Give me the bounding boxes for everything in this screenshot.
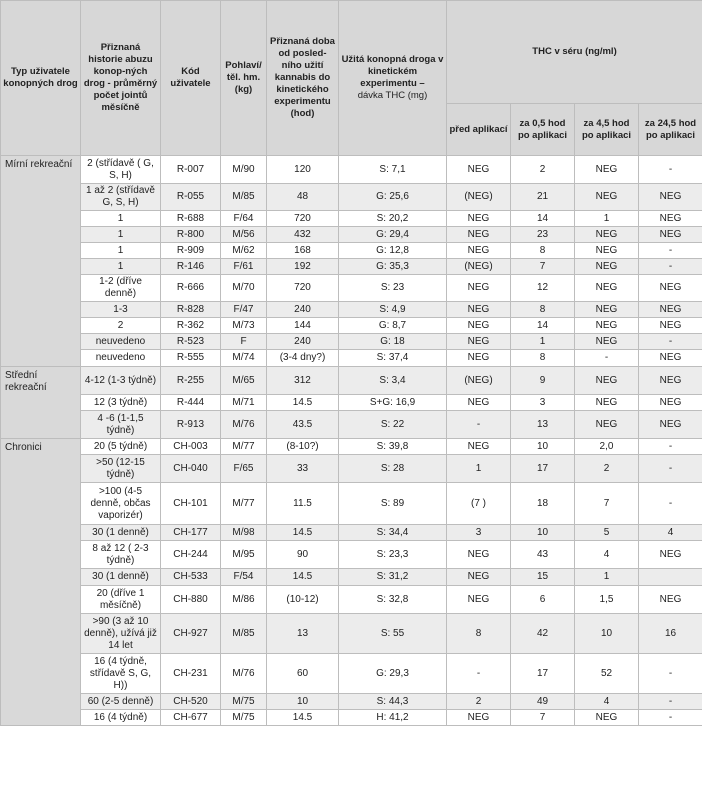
thc-before-cell: NEG <box>447 710 511 726</box>
thc-before-cell: 1 <box>447 455 511 483</box>
last-use-cell: 240 <box>267 334 339 350</box>
thc-05-cell: 3 <box>511 395 575 411</box>
thc-45-cell: NEG <box>575 302 639 318</box>
thc-before-cell: (NEG) <box>447 184 511 211</box>
dose-cell: G: 29,4 <box>339 227 447 243</box>
last-use-cell: 14.5 <box>267 395 339 411</box>
thc-before-cell: NEG <box>447 318 511 334</box>
history-cell: 4-12 (1-3 týdně) <box>81 367 161 395</box>
thc-245-cell: NEG <box>639 275 702 302</box>
last-use-cell: 312 <box>267 367 339 395</box>
dose-cell: G: 18 <box>339 334 447 350</box>
code-cell: R-255 <box>161 367 221 395</box>
thc-45-cell: 2,0 <box>575 439 639 455</box>
table-row <box>1 275 702 302</box>
table-row <box>1 184 702 211</box>
last-use-cell: 90 <box>267 541 339 569</box>
header-code: Kód uživatele <box>161 1 221 156</box>
last-use-cell: 720 <box>267 211 339 227</box>
thc-before-cell: NEG <box>447 211 511 227</box>
table-row <box>1 541 702 569</box>
code-cell: CH-677 <box>161 710 221 726</box>
thc-before-cell: NEG <box>447 156 511 184</box>
thc-before-cell: 8 <box>447 614 511 654</box>
last-use-cell: 432 <box>267 227 339 243</box>
history-cell: 1 <box>81 211 161 227</box>
history-cell: 2 <box>81 318 161 334</box>
thc-245-cell: - <box>639 259 702 275</box>
thc-245-cell: NEG <box>639 227 702 243</box>
thc-05-cell: 10 <box>511 525 575 541</box>
dose-cell: S: 37,4 <box>339 350 447 367</box>
code-cell: R-913 <box>161 411 221 439</box>
thc-before-cell: NEG <box>447 541 511 569</box>
code-cell: R-688 <box>161 211 221 227</box>
thc-45-cell: 52 <box>575 654 639 694</box>
thc-45-cell: NEG <box>575 243 639 259</box>
dose-cell: G: 35,3 <box>339 259 447 275</box>
thc-245-cell: NEG <box>639 586 702 614</box>
dose-cell: S: 89 <box>339 483 447 525</box>
table-row <box>1 614 702 654</box>
sex-weight-cell: M/65 <box>221 367 267 395</box>
table-body <box>1 156 702 726</box>
dose-cell: S: 20,2 <box>339 211 447 227</box>
code-cell: CH-177 <box>161 525 221 541</box>
thc-45-cell: NEG <box>575 184 639 211</box>
code-cell: CH-101 <box>161 483 221 525</box>
thc-05-cell: 12 <box>511 275 575 302</box>
history-cell: 12 (3 týdně) <box>81 395 161 411</box>
thc-245-cell: NEG <box>639 367 702 395</box>
history-cell: 1 <box>81 243 161 259</box>
dose-cell: G: 8,7 <box>339 318 447 334</box>
code-cell: CH-231 <box>161 654 221 694</box>
sex-weight-cell: M/75 <box>221 694 267 710</box>
header-last-use: Přiznaná doba od posled-ního užití kannabis do kinetického experimentu (hod) <box>267 1 339 156</box>
history-cell: >100 (4-5 denně, občas vaporizér) <box>81 483 161 525</box>
sex-weight-cell: M/85 <box>221 184 267 211</box>
code-cell: R-523 <box>161 334 221 350</box>
thc-45-cell: 10 <box>575 614 639 654</box>
last-use-cell: 60 <box>267 654 339 694</box>
code-cell: CH-040 <box>161 455 221 483</box>
code-cell: R-444 <box>161 395 221 411</box>
dose-cell: S: 23 <box>339 275 447 302</box>
dose-cell: G: 25,6 <box>339 184 447 211</box>
thc-245-cell: - <box>639 694 702 710</box>
history-cell: 20 (5 týdně) <box>81 439 161 455</box>
last-use-cell: 13 <box>267 614 339 654</box>
history-cell: >50 (12-15 týdně) <box>81 455 161 483</box>
group-name: Střední rekreační <box>1 367 81 439</box>
sex-weight-cell: M/77 <box>221 483 267 525</box>
table-row <box>1 367 702 395</box>
thc-45-cell: NEG <box>575 411 639 439</box>
header-thc: THC v séru (ng/ml) <box>447 1 702 104</box>
thc-05-cell: 21 <box>511 184 575 211</box>
thc-45-cell: NEG <box>575 156 639 184</box>
thc-245-cell: - <box>639 455 702 483</box>
table-row <box>1 395 702 411</box>
thc-45-cell: NEG <box>575 710 639 726</box>
thc-before-cell: NEG <box>447 586 511 614</box>
dose-cell: S: 28 <box>339 455 447 483</box>
thc-245-cell: - <box>639 654 702 694</box>
thc-before-cell: (7 ) <box>447 483 511 525</box>
group-name: Mírní rekreační <box>1 156 81 367</box>
thc-before-cell: - <box>447 654 511 694</box>
thc-245-cell <box>639 569 702 586</box>
sex-weight-cell: M/98 <box>221 525 267 541</box>
header-dose-main: Užitá konopná droga v kinetickém experimentu – <box>341 54 444 89</box>
code-cell: R-055 <box>161 184 221 211</box>
thc-245-cell: - <box>639 334 702 350</box>
header-t-05: za 0,5 hod po aplikaci <box>511 104 575 156</box>
sex-weight-cell: M/90 <box>221 156 267 184</box>
thc-45-cell: - <box>575 350 639 367</box>
code-cell: R-362 <box>161 318 221 334</box>
thc-before-cell: NEG <box>447 302 511 318</box>
history-cell: 60 (2-5 denně) <box>81 694 161 710</box>
thc-45-cell: 4 <box>575 541 639 569</box>
thc-245-cell: NEG <box>639 302 702 318</box>
sex-weight-cell: M/71 <box>221 395 267 411</box>
history-cell: 1-2 (dříve denně) <box>81 275 161 302</box>
table-row <box>1 525 702 541</box>
thc-before-cell: NEG <box>447 439 511 455</box>
history-cell: 16 (4 týdně) <box>81 710 161 726</box>
table-row <box>1 302 702 318</box>
sex-weight-cell: M/75 <box>221 710 267 726</box>
thc-before-cell: NEG <box>447 227 511 243</box>
thc-05-cell: 14 <box>511 211 575 227</box>
thc-05-cell: 1 <box>511 334 575 350</box>
thc-05-cell: 7 <box>511 710 575 726</box>
sex-weight-cell: F/54 <box>221 569 267 586</box>
header-dose <box>339 1 447 156</box>
code-cell: CH-520 <box>161 694 221 710</box>
history-cell: 1 <box>81 227 161 243</box>
thc-05-cell: 2 <box>511 156 575 184</box>
last-use-cell: 10 <box>267 694 339 710</box>
sex-weight-cell: M/70 <box>221 275 267 302</box>
code-cell: R-909 <box>161 243 221 259</box>
table-row <box>1 439 702 455</box>
thc-05-cell: 17 <box>511 455 575 483</box>
thc-05-cell: 43 <box>511 541 575 569</box>
dose-cell: S: 44,3 <box>339 694 447 710</box>
sex-weight-cell: M/62 <box>221 243 267 259</box>
dose-cell: S: 3,4 <box>339 367 447 395</box>
dose-cell: G: 29,3 <box>339 654 447 694</box>
sex-weight-cell: M/85 <box>221 614 267 654</box>
last-use-cell: 43.5 <box>267 411 339 439</box>
history-cell: 1 až 2 (střídavě G, S, H) <box>81 184 161 211</box>
thc-05-cell: 17 <box>511 654 575 694</box>
table-row <box>1 455 702 483</box>
code-cell: R-828 <box>161 302 221 318</box>
thc-45-cell: 2 <box>575 455 639 483</box>
dose-cell: S: 31,2 <box>339 569 447 586</box>
table-row <box>1 694 702 710</box>
header-type: Typ uživatele konopných drog <box>1 1 81 156</box>
thc-245-cell: NEG <box>639 350 702 367</box>
table-row <box>1 318 702 334</box>
history-cell: 4 -6 (1-1,5 týdně) <box>81 411 161 439</box>
thc-45-cell: 1 <box>575 211 639 227</box>
code-cell: CH-927 <box>161 614 221 654</box>
thc-245-cell: - <box>639 439 702 455</box>
thc-before-cell: - <box>447 411 511 439</box>
thc-45-cell: NEG <box>575 395 639 411</box>
table-row <box>1 411 702 439</box>
thc-45-cell: 4 <box>575 694 639 710</box>
last-use-cell: 192 <box>267 259 339 275</box>
last-use-cell: 48 <box>267 184 339 211</box>
thc-245-cell: 16 <box>639 614 702 654</box>
thc-245-cell: NEG <box>639 395 702 411</box>
thc-245-cell: - <box>639 243 702 259</box>
thc-245-cell: NEG <box>639 541 702 569</box>
history-cell: 1-3 <box>81 302 161 318</box>
sex-weight-cell: M/77 <box>221 439 267 455</box>
history-cell: 1 <box>81 259 161 275</box>
thc-05-cell: 14 <box>511 318 575 334</box>
thc-45-cell: 7 <box>575 483 639 525</box>
last-use-cell: 240 <box>267 302 339 318</box>
thc-before-cell: NEG <box>447 350 511 367</box>
dose-cell: S: 7,1 <box>339 156 447 184</box>
history-cell: 8 až 12 ( 2-3 týdně) <box>81 541 161 569</box>
header-t-245: za 24,5 hod po aplikaci <box>639 104 702 156</box>
dose-cell: S: 4,9 <box>339 302 447 318</box>
code-cell: CH-533 <box>161 569 221 586</box>
thc-before-cell: NEG <box>447 243 511 259</box>
table-row <box>1 227 702 243</box>
thc-05-cell: 10 <box>511 439 575 455</box>
dose-cell: S: 39,8 <box>339 439 447 455</box>
thc-05-cell: 49 <box>511 694 575 710</box>
table-row <box>1 259 702 275</box>
last-use-cell: 11.5 <box>267 483 339 525</box>
history-cell: >90 (3 až 10 denně), užívá již 14 let <box>81 614 161 654</box>
dose-cell: S: 55 <box>339 614 447 654</box>
header-t-45: za 4,5 hod po aplikaci <box>575 104 639 156</box>
sex-weight-cell: M/76 <box>221 654 267 694</box>
code-cell: R-146 <box>161 259 221 275</box>
header-sex-weight: Pohlaví/ těl. hm. (kg) <box>221 1 267 156</box>
sex-weight-cell: M/73 <box>221 318 267 334</box>
table-row <box>1 156 702 184</box>
code-cell: CH-244 <box>161 541 221 569</box>
table-row <box>1 243 702 259</box>
last-use-cell: 120 <box>267 156 339 184</box>
thc-245-cell: NEG <box>639 184 702 211</box>
dose-cell: H: 41,2 <box>339 710 447 726</box>
thc-05-cell: 7 <box>511 259 575 275</box>
sex-weight-cell: F <box>221 334 267 350</box>
code-cell: R-555 <box>161 350 221 367</box>
dose-cell: S: 22 <box>339 411 447 439</box>
last-use-cell: (3-4 dny?) <box>267 350 339 367</box>
thc-245-cell: 4 <box>639 525 702 541</box>
dose-cell: G: 12,8 <box>339 243 447 259</box>
last-use-cell: 168 <box>267 243 339 259</box>
thc-05-cell: 8 <box>511 350 575 367</box>
code-cell: R-800 <box>161 227 221 243</box>
thc-245-cell: - <box>639 710 702 726</box>
thc-before-cell: 3 <box>447 525 511 541</box>
thc-245-cell: - <box>639 156 702 184</box>
header-dose-sub: dávka THC (mg) <box>357 90 428 101</box>
thc-before-cell: NEG <box>447 569 511 586</box>
table-row <box>1 211 702 227</box>
thc-before-cell: 2 <box>447 694 511 710</box>
thc-45-cell: NEG <box>575 367 639 395</box>
sex-weight-cell: M/56 <box>221 227 267 243</box>
sex-weight-cell: F/65 <box>221 455 267 483</box>
thc-before-cell: (NEG) <box>447 367 511 395</box>
thc-245-cell: NEG <box>639 411 702 439</box>
thc-05-cell: 8 <box>511 243 575 259</box>
thc-45-cell: 5 <box>575 525 639 541</box>
sex-weight-cell: F/47 <box>221 302 267 318</box>
sex-weight-cell: M/95 <box>221 541 267 569</box>
table-row <box>1 586 702 614</box>
sex-weight-cell: M/76 <box>221 411 267 439</box>
thc-05-cell: 13 <box>511 411 575 439</box>
thc-245-cell: NEG <box>639 318 702 334</box>
thc-before-cell: NEG <box>447 334 511 350</box>
code-cell: R-666 <box>161 275 221 302</box>
sex-weight-cell: M/86 <box>221 586 267 614</box>
thc-05-cell: 18 <box>511 483 575 525</box>
sex-weight-cell: F/61 <box>221 259 267 275</box>
header-history: Přiznaná historie abuzu konop-ných drog - průměrný počet jointů měsíčně <box>81 1 161 156</box>
thc-before-cell: NEG <box>447 395 511 411</box>
thc-245-cell: NEG <box>639 211 702 227</box>
history-cell: 2 (střídavě ( G, S, H) <box>81 156 161 184</box>
thc-05-cell: 23 <box>511 227 575 243</box>
table-row <box>1 350 702 367</box>
code-cell: CH-003 <box>161 439 221 455</box>
table-row <box>1 710 702 726</box>
history-cell: 30 (1 denně) <box>81 569 161 586</box>
thc-05-cell: 15 <box>511 569 575 586</box>
last-use-cell: 14.5 <box>267 525 339 541</box>
dose-cell: S+G: 16,9 <box>339 395 447 411</box>
last-use-cell: 720 <box>267 275 339 302</box>
thc-05-cell: 9 <box>511 367 575 395</box>
table-row <box>1 334 702 350</box>
last-use-cell: (10-12) <box>267 586 339 614</box>
header-t-before: před aplikací <box>447 104 511 156</box>
table-row <box>1 654 702 694</box>
thc-45-cell: NEG <box>575 275 639 302</box>
history-cell: neuvedeno <box>81 334 161 350</box>
history-cell: 30 (1 denně) <box>81 525 161 541</box>
sex-weight-cell: M/74 <box>221 350 267 367</box>
last-use-cell: 144 <box>267 318 339 334</box>
last-use-cell: (8-10?) <box>267 439 339 455</box>
last-use-cell: 14.5 <box>267 710 339 726</box>
thc-05-cell: 6 <box>511 586 575 614</box>
thc-45-cell: NEG <box>575 259 639 275</box>
last-use-cell: 33 <box>267 455 339 483</box>
code-cell: CH-880 <box>161 586 221 614</box>
sex-weight-cell: F/64 <box>221 211 267 227</box>
dose-cell: S: 32,8 <box>339 586 447 614</box>
thc-45-cell: NEG <box>575 227 639 243</box>
history-cell: 20 (dříve 1 měsíčně) <box>81 586 161 614</box>
thc-245-cell: - <box>639 483 702 525</box>
thc-45-cell: NEG <box>575 318 639 334</box>
last-use-cell: 14.5 <box>267 569 339 586</box>
thc-05-cell: 8 <box>511 302 575 318</box>
history-cell: 16 (4 týdně, střídavě S, G, H)) <box>81 654 161 694</box>
history-cell: neuvedeno <box>81 350 161 367</box>
thc-before-cell: NEG <box>447 275 511 302</box>
thc-45-cell: 1 <box>575 569 639 586</box>
thc-05-cell: 42 <box>511 614 575 654</box>
thc-45-cell: 1,5 <box>575 586 639 614</box>
table-row <box>1 483 702 525</box>
table-row <box>1 569 702 586</box>
dose-cell: S: 34,4 <box>339 525 447 541</box>
code-cell: R-007 <box>161 156 221 184</box>
group-name: Chronici <box>1 439 81 726</box>
thc-before-cell: (NEG) <box>447 259 511 275</box>
dose-cell: S: 23,3 <box>339 541 447 569</box>
thc-45-cell: NEG <box>575 334 639 350</box>
